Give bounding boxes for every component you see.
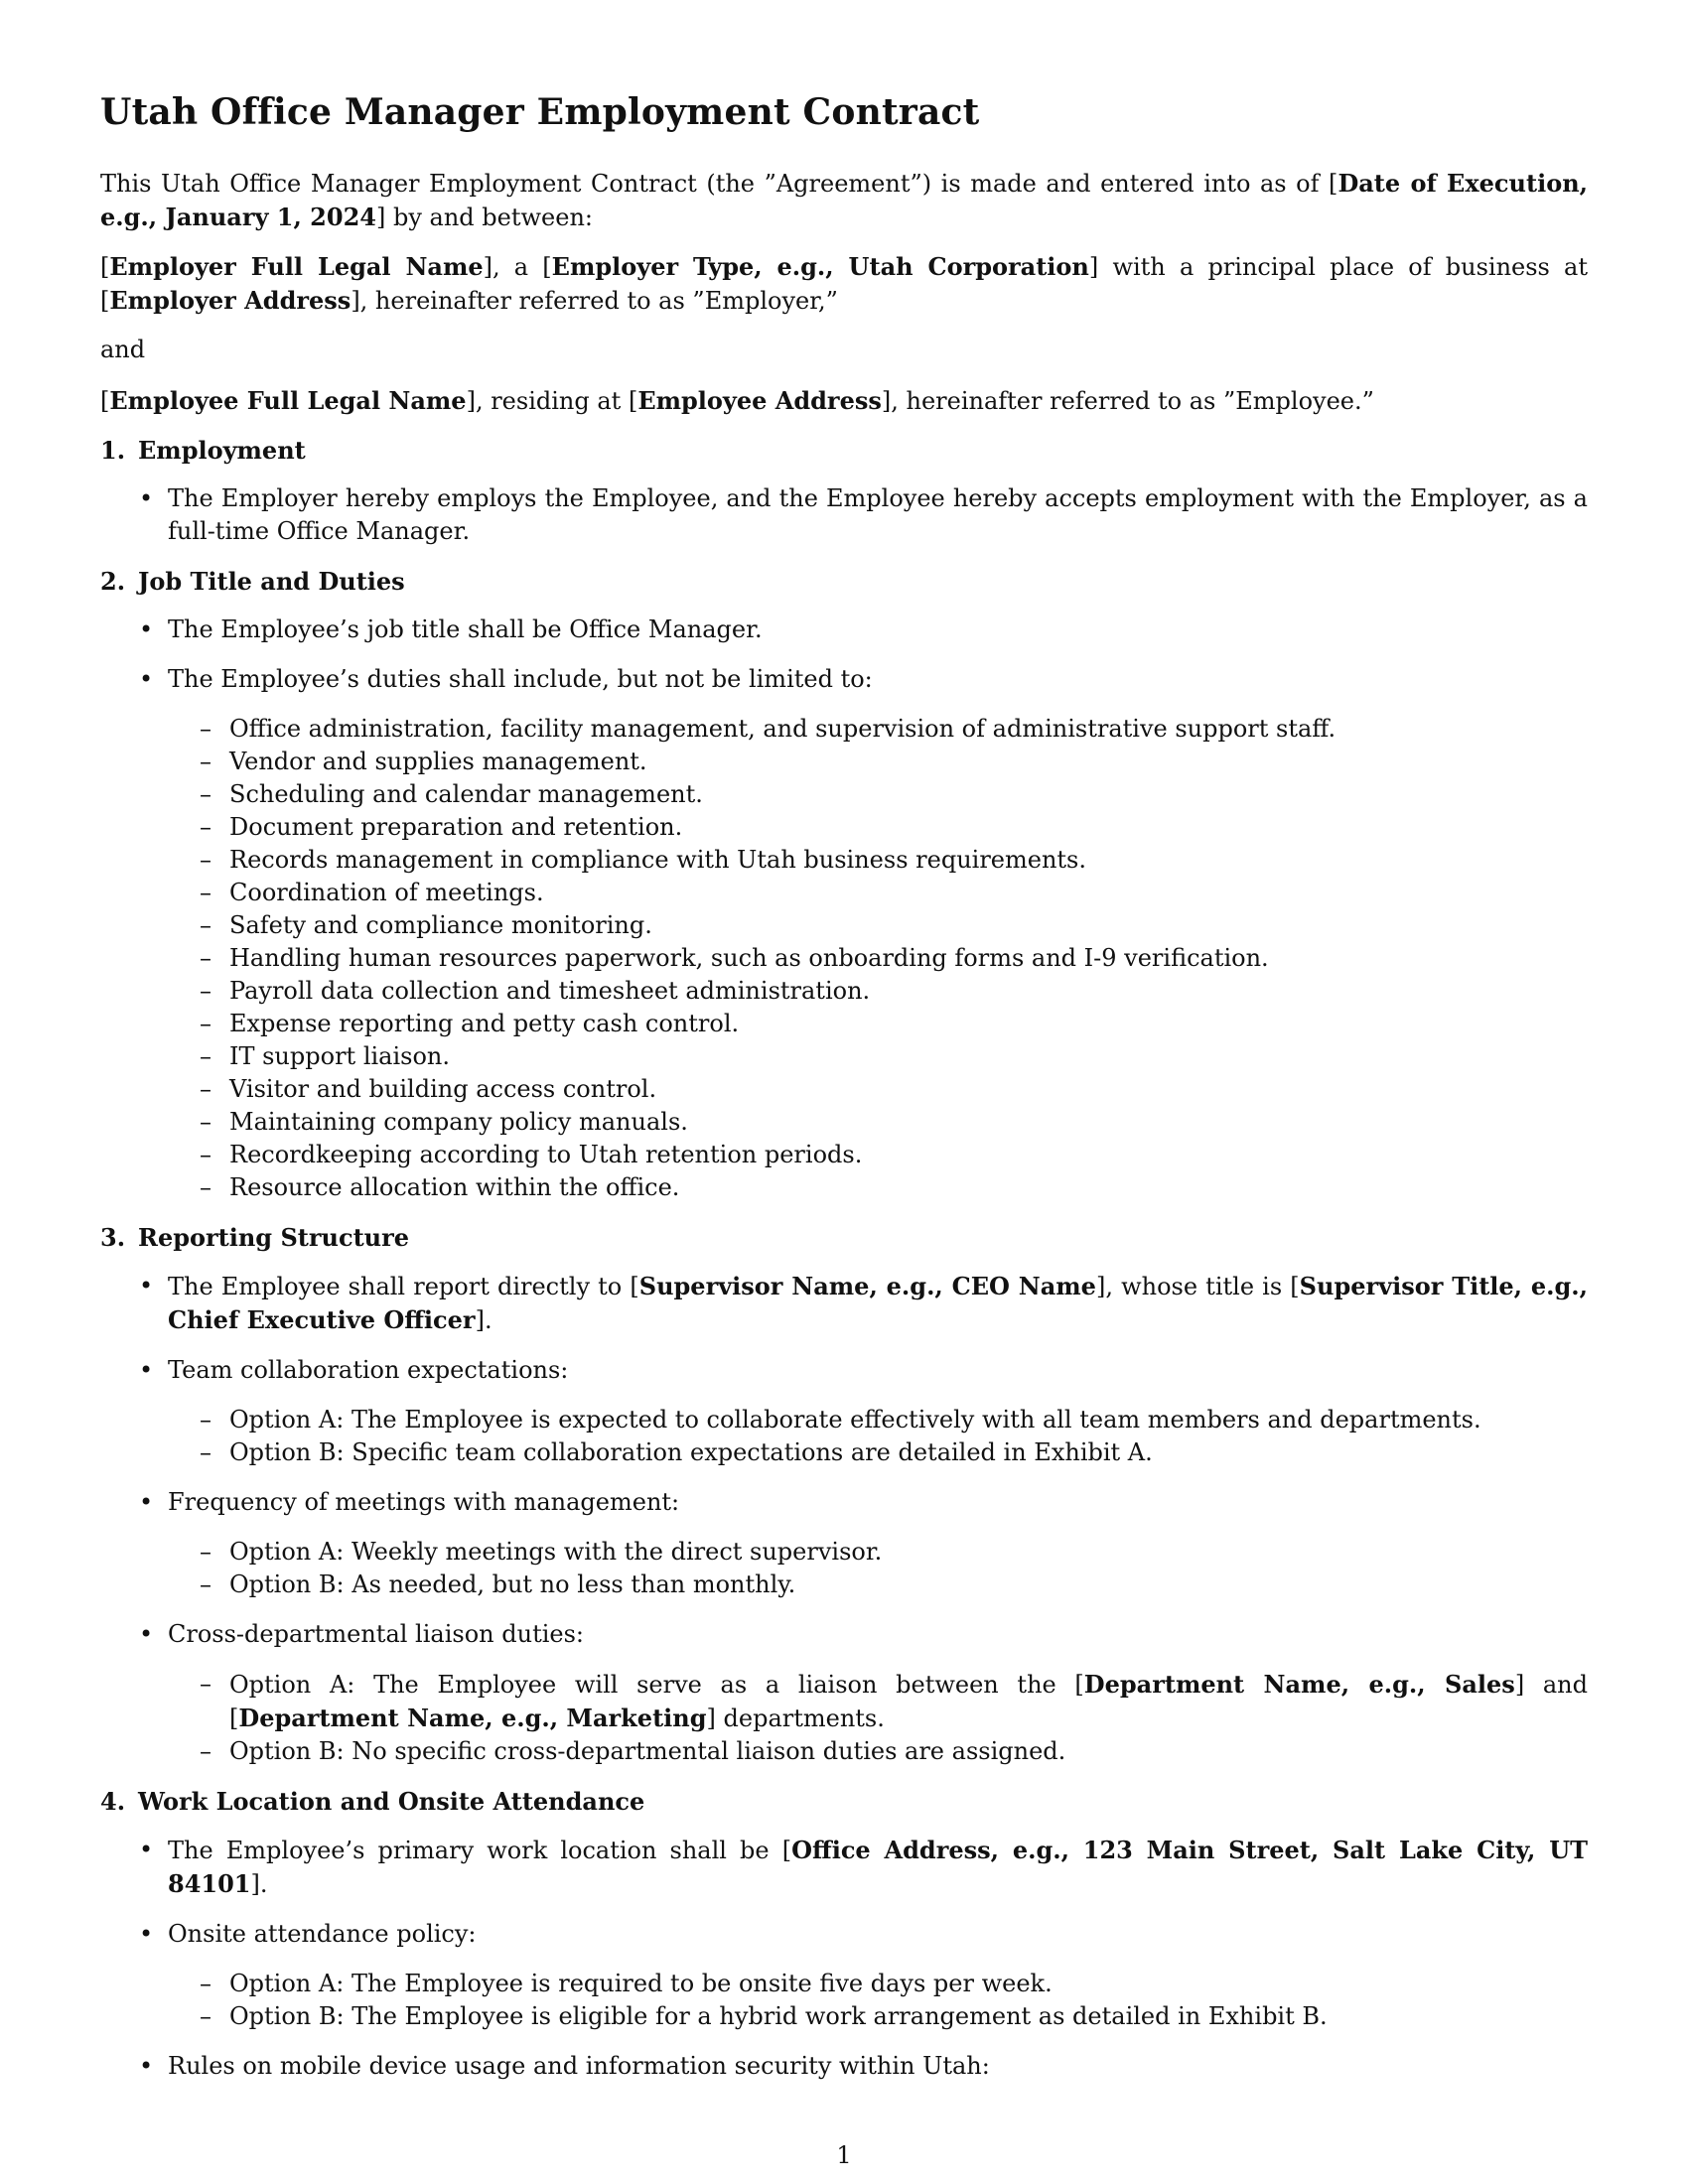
date-placeholder: Date of Execution, e.g., January 1, 2024: [100, 169, 1589, 231]
document-title: Utah Office Manager Employment Contract: [100, 91, 980, 133]
list-item: • The Employer hereby employs the Employee, and the Employee hereby accepts employment with the Employer, as a full-time Office Manager.: [100, 482, 1588, 548]
option-item: – Option B: Specific team collaboration expectations are detailed in Exhibit A.: [168, 1436, 1588, 1469]
option-item: – Option B: No specific cross-departmental liaison duties are assigned.: [168, 1735, 1588, 1768]
list-item: • The Employee’s job title shall be Office Manager.: [100, 614, 1588, 646]
duty-item: – Coordination of meetings.: [168, 877, 1588, 909]
section-1-heading: 1. Employment: [100, 436, 306, 465]
and-text: and: [100, 336, 146, 363]
list-item: • Team collaboration expectations: – Option A: The Employee is expected to collaborate effectively with all team members and departments. – Option B: Specific team collaboration expectations are detailed in Exhibit A.: [100, 1354, 1588, 1469]
list-item: • Onsite attendance policy: – Option A: The Employee is required to be onsite five days per week. – Option B: The Employee is eligible for a hybrid work arrangement as detailed in Exhibit B.: [100, 1918, 1588, 2033]
meeting-options-list: [168, 1536, 1588, 1601]
option-item: – Option B: As needed, but no less than monthly.: [168, 1569, 1588, 1601]
list-item: • Rules on mobile device usage and information security within Utah:: [100, 2050, 1588, 2083]
duty-item: – Safety and compliance monitoring.: [168, 909, 1588, 942]
option-item: – Option A: The Employee is expected to collaborate effectively with all team members and departments.: [168, 1404, 1588, 1436]
document-body: [100, 87, 1588, 2100]
duty-item: – IT support liaison.: [168, 1040, 1588, 1073]
employer-type-placeholder: Employer Type, e.g., Utah Corporation: [551, 252, 1089, 281]
duty-item: – Payroll data collection and timesheet administration.: [168, 975, 1588, 1008]
duty-item: – Maintaining company policy manuals.: [168, 1106, 1588, 1139]
page-number: 1: [836, 2141, 852, 2169]
department-1-placeholder: Department Name, e.g., Sales: [1083, 1670, 1515, 1699]
employee-paragraph: [Employee Full Legal Name], residing at [Employee Address], hereinafter referred to as ”Employee.”: [100, 386, 1374, 415]
duty-item: – Recordkeeping according to Utah retention periods.: [168, 1139, 1588, 1171]
duty-item: – Records management in compliance with Utah business requirements.: [168, 844, 1588, 877]
supervisor-title-placeholder: Supervisor Title, e.g., Chief Executive Officer: [168, 1272, 1588, 1334]
section-3-list: [100, 1270, 1588, 1768]
duty-item: – Document preparation and retention.: [168, 811, 1588, 844]
department-2-placeholder: Department Name, e.g., Marketing: [238, 1704, 707, 1732]
section-1-list: [100, 482, 1588, 548]
duty-item: – Expense reporting and petty cash control.: [168, 1008, 1588, 1040]
employer-address-placeholder: Employer Address: [109, 286, 352, 315]
employer-name-placeholder: Employer Full Legal Name: [109, 252, 484, 281]
duties-list: [168, 713, 1588, 1204]
office-address-placeholder: Office Address, e.g., 123 Main Street, Salt Lake City, UT 84101: [168, 1836, 1589, 1898]
section-2-list: [100, 614, 1588, 1204]
duty-item: – Resource allocation within the office.: [168, 1171, 1588, 1204]
option-item: – Option A: The Employee will serve as a liaison between the [Department Name, e.g., Sales] and [Department Name, e.g., Marketing] departments.: [168, 1668, 1588, 1735]
team-options-list: [168, 1404, 1588, 1469]
section-4-heading: 4. Work Location and Onsite Attendance: [100, 1787, 645, 1816]
option-item: – Option A: Weekly meetings with the direct supervisor.: [168, 1536, 1588, 1569]
duty-item: – Visitor and building access control.: [168, 1073, 1588, 1106]
list-item: • The Employee shall report directly to [Supervisor Name, e.g., CEO Name], whose title is [Supervisor Title, e.g., Chief Executive Officer].: [100, 1270, 1588, 1337]
list-item: • The Employee’s duties shall include, but not be limited to: – Office administration, facility management, and supervision of administrative support staff. – Vendor and supplies management. – Scheduling and calendar management. – Document preparation and retention. – Records management in compliance with Utah business requirements. – Coordination of meetings. – Safety and compliance monitoring. – Handling human resources paperwork, such as onboarding forms and I-9 verification. – Payroll data collection and timesheet administration. – Expense reporting and petty cash control. – IT support liaison. – Visitor and building access control. – Maintaining company policy manuals. – Recordkeeping according to Utah retention periods. – Resource allocation within the office.: [100, 663, 1588, 1204]
duty-item: – Scheduling and calendar management.: [168, 778, 1588, 811]
duty-item: – Office administration, facility management, and supervision of administrative support staff.: [168, 713, 1588, 746]
onsite-options-list: [168, 1968, 1588, 2033]
list-item: • The Employee’s primary work location shall be [Office Address, e.g., 123 Main Street, Salt Lake City, UT 84101].: [100, 1834, 1588, 1901]
employee-name-placeholder: Employee Full Legal Name: [109, 386, 467, 415]
duty-item: – Vendor and supplies management.: [168, 746, 1588, 778]
option-item: – Option A: The Employee is required to be onsite five days per week.: [168, 1968, 1588, 2000]
duty-item: – Handling human resources paperwork, such as onboarding forms and I-9 verification.: [168, 942, 1588, 975]
option-item: – Option B: The Employee is eligible for a hybrid work arrangement as detailed in Exhibit B.: [168, 2000, 1588, 2033]
intro-paragraph: This Utah Office Manager Employment Contract (the ”Agreement”) is made and entered into as of [Date of Execution, e.g., January 1, 2024] by and between:: [100, 169, 1589, 231]
list-item: • Frequency of meetings with management: – Option A: Weekly meetings with the direct supervisor. – Option B: As needed, but no less than monthly.: [100, 1486, 1588, 1601]
section-3-heading: 3. Reporting Structure: [100, 1223, 410, 1252]
supervisor-name-placeholder: Supervisor Name, e.g., CEO Name: [638, 1272, 1096, 1300]
employer-paragraph: [Employer Full Legal Name], a [Employer Type, e.g., Utah Corporation] with a principal place of business at [Employer Address], hereinafter referred to as ”Employer,”: [100, 252, 1589, 315]
section-4-list: [100, 1834, 1588, 2083]
employee-address-placeholder: Employee Address: [637, 386, 882, 415]
list-item: • Cross-departmental liaison duties: – Option A: The Employee will serve as a liaison between the [Department Name, e.g., Sales] and [Department Name, e.g., Marketing] departments. – Option B: No specific cross-departmental liaison duties are assigned.: [100, 1618, 1588, 1768]
section-2-heading: 2. Job Title and Duties: [100, 567, 405, 596]
liaison-options-list: [168, 1668, 1588, 1768]
